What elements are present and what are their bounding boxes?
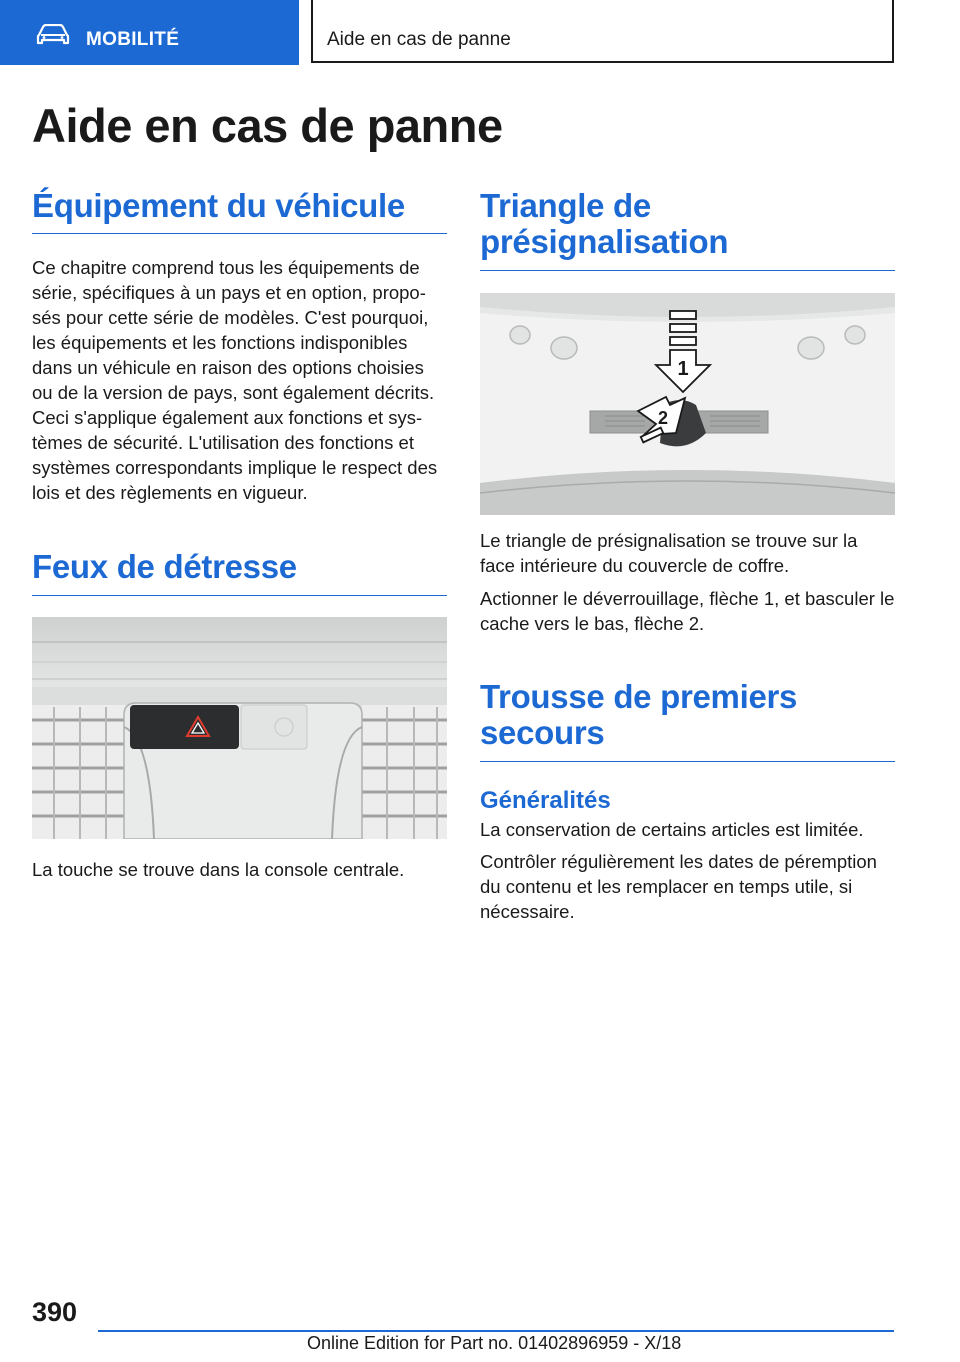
edition-note: Online Edition for Part no. 01402896959 - X/18 (307, 1333, 682, 1353)
car-icon (36, 24, 70, 46)
page-number: 390 (32, 1297, 78, 1327)
section-tab[interactable] (0, 0, 299, 65)
first-aid-text-1: La conservation de certains articles est limitée. (480, 819, 864, 840)
triangle-text-1: Le triangle de présignalisation se trouve sur la face intérieure du couvercle de coffre. (480, 530, 858, 576)
hazard-button-figure (32, 617, 447, 839)
footer-rule (98, 1330, 894, 1332)
chapter-header (311, 0, 894, 63)
arrow-1-label: 1 (677, 358, 689, 380)
chapter-title: Aide en cas de panne (327, 29, 511, 50)
right-column (480, 188, 895, 924)
first-aid-text-2: Contrôler régulièrement les dates de péremption du contenu et les remplacer en temps utile, si nécessaire. (480, 851, 877, 922)
left-column (32, 188, 447, 882)
section-tab-label: MOBILITÉ (86, 29, 180, 50)
triangle-text-2: Actionner le déverrouillage, flèche 1, et basculer le cache vers le bas, flèche 2. (480, 588, 895, 634)
hazard-caption: La touche se trouve dans la console centrale. (32, 859, 405, 880)
equipment-text: Ce chapitre comprend tous les équipements de série, spécifiques à un pays et en option, propo-sés pour cette série de modèles. C'est pourquoi, les équipements et les fonctions indisponibles dans un véhicule en raison des options choisies ou de la version de pays, sont également décrits. Ceci s'applique également aux fonctions et sys-tèmes de sécurité. L'utilisation des fonctions et systèmes correspondants implique le respect des lois et des règlements en vigueur. (32, 257, 438, 503)
heading-first-aid: Trousse de premiers secours (480, 679, 895, 762)
heading-triangle: Triangle de présignalisation (480, 188, 895, 271)
heading-general: Généralités (480, 787, 611, 814)
arrow-2-label: 2 (657, 408, 669, 428)
warning-triangle-figure (480, 293, 895, 515)
heading-hazard: Feux de détresse (32, 549, 447, 596)
page-title: Aide en cas de panne (32, 99, 503, 152)
heading-equipment: Équipement du véhicule (32, 188, 447, 234)
